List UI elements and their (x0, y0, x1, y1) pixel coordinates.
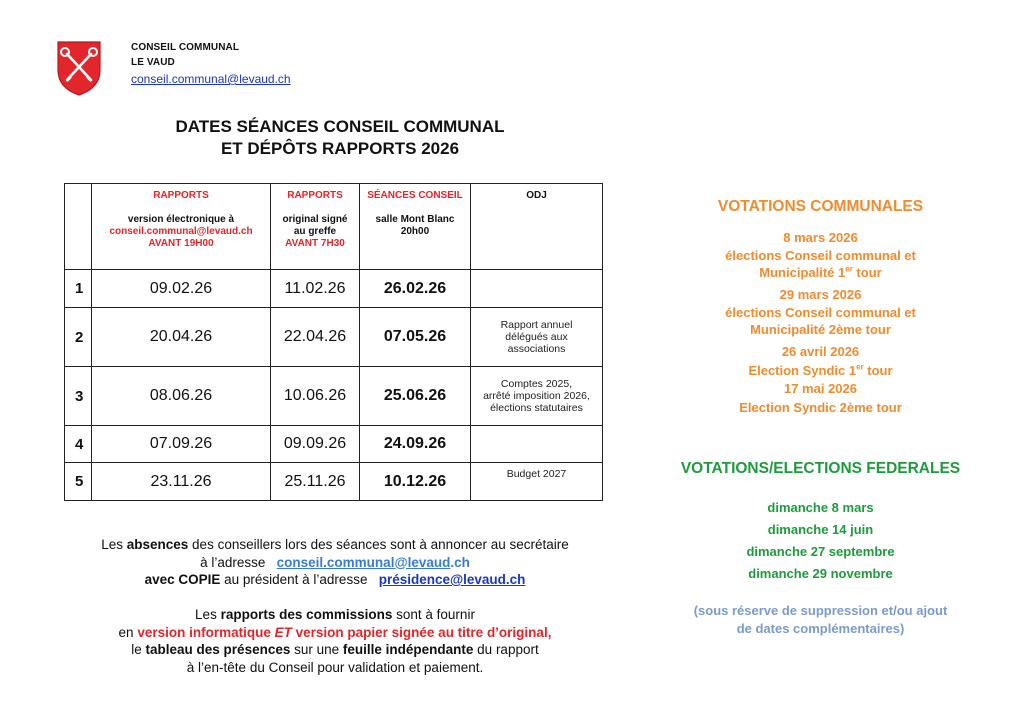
text: tour (852, 265, 882, 280)
page-title-line2: ET DÉPÔTS RAPPORTS 2026 (220, 139, 460, 158)
odj-line: associations (507, 343, 566, 355)
row-odj (471, 308, 603, 367)
federal-date: dimanche 27 septembre (746, 544, 895, 559)
header-original-sub1: original signé (282, 214, 348, 225)
odj-line: Rapport annuel (500, 319, 573, 331)
reports-line2 (40, 624, 630, 642)
row-number: 1 (65, 270, 92, 308)
row-original-date: 22.04.26 (271, 308, 360, 367)
row-odj (471, 367, 603, 426)
header-odj-title: ODJ (526, 190, 547, 201)
text: Election Syndic 1 (748, 363, 857, 378)
emphasis: rapports des commissions (220, 607, 393, 622)
header-electronic-cell (92, 184, 271, 270)
emphasis: ET (274, 624, 292, 640)
reports-line3 (40, 641, 630, 659)
communal-desc (642, 264, 999, 281)
reserve-line1: (sous réserve de suppression et/ou ajout (693, 603, 948, 618)
row-electronic-date: 08.06.26 (92, 367, 271, 426)
communal-desc: élections Conseil communal et (725, 305, 916, 320)
row-original-date: 11.02.26 (271, 270, 360, 308)
absences-line1 (40, 536, 630, 554)
text: sont à fournir (392, 607, 475, 622)
reserve-note (642, 602, 999, 638)
email-tld: .ch (450, 554, 470, 570)
table-row (65, 463, 603, 501)
table-row (65, 270, 603, 308)
row-number: 2 (65, 308, 92, 367)
secretary-email-link[interactable]: conseil.communal@levaud (276, 554, 451, 570)
header-electronic-sub1: version électronique à (127, 214, 235, 225)
row-number: 5 (65, 463, 92, 501)
odj-line: arrêté imposition 2026, (483, 390, 590, 402)
federal-votes-list (642, 497, 999, 585)
reports-line1 (40, 606, 630, 624)
table-row (65, 367, 603, 426)
emphasis: absences (126, 537, 189, 552)
header-original-cell (271, 184, 360, 270)
row-number: 4 (65, 426, 92, 463)
row-electronic-date: 23.11.26 (92, 463, 271, 501)
emphasis: tableau des présences (145, 642, 291, 657)
emphasis: version papier signée au titre d’original, (291, 624, 552, 640)
row-original-date: 10.06.26 (271, 367, 360, 426)
row-original-date: 09.09.26 (271, 426, 360, 463)
header-municipality: LE VAUD (131, 57, 175, 68)
table-row (65, 426, 603, 463)
row-seance-date: 10.12.26 (360, 463, 471, 501)
odj-line: Comptes 2025, (500, 378, 573, 390)
text: tour (863, 363, 893, 378)
table-header-row (65, 184, 603, 270)
header-council-name: CONSEIL COMMUNAL (131, 42, 240, 53)
text: au président à l’adresse (220, 572, 379, 587)
row-seance-date: 26.02.26 (360, 270, 471, 308)
row-electronic-date: 07.09.26 (92, 426, 271, 463)
communal-desc: élections Conseil communal et (725, 248, 916, 263)
text: Les (101, 537, 127, 552)
header-original-deadline: AVANT 7H30 (285, 238, 345, 249)
row-original-date: 25.11.26 (271, 463, 360, 501)
header-num-cell (65, 184, 92, 270)
text: le (131, 642, 146, 657)
header-seance-title: SÉANCES CONSEIL (367, 190, 463, 201)
federal-date: dimanche 8 mars (767, 500, 874, 515)
row-seance-date: 24.09.26 (360, 426, 471, 463)
reports-notice (40, 606, 630, 676)
header-seance-cell (360, 184, 471, 270)
federal-date: dimanche 14 juin (767, 522, 874, 537)
header-odj-cell (471, 184, 603, 270)
table-row (65, 308, 603, 367)
communal-date: 8 mars 2026 (783, 230, 858, 245)
text: en (118, 624, 138, 640)
reports-line4: à l’en-tête du Conseil pour validation et paiement. (186, 659, 484, 675)
text: Municipalité 1 (759, 265, 846, 280)
communal-votes-title: VOTATIONS COMMUNALES (717, 198, 924, 215)
header-electronic-title: RAPPORTS (153, 190, 209, 201)
communal-votes-list (642, 229, 999, 417)
text: Les (195, 607, 221, 622)
header-seance-sub1: salle Mont Blanc (375, 214, 455, 225)
emphasis: version informatique (137, 624, 275, 640)
federal-votes-title: VOTATIONS/ELECTIONS FEDERALES (680, 460, 961, 477)
communal-desc: Election Syndic 2ème tour (739, 400, 902, 415)
schedule-table (64, 183, 603, 501)
superscript: er (845, 264, 853, 274)
emphasis: avec COPIE (144, 572, 221, 587)
absences-notice (40, 536, 630, 589)
header-electronic-email[interactable]: conseil.communal@levaud.ch (109, 226, 253, 237)
row-electronic-date: 20.04.26 (92, 308, 271, 367)
header-email-link[interactable]: conseil.communal@levaud.ch (131, 72, 291, 86)
row-odj (471, 270, 603, 308)
row-seance-date: 25.06.26 (360, 367, 471, 426)
header-electronic-deadline: AVANT 19H00 (148, 238, 214, 249)
text: sur une (290, 642, 343, 657)
communal-date: 29 mars 2026 (779, 287, 862, 302)
communal-desc (642, 361, 999, 380)
absences-line2 (40, 554, 630, 572)
absences-line3 (40, 571, 630, 589)
superscript: er (856, 362, 864, 372)
odj-line: délégués aux (505, 331, 568, 343)
communal-date: 26 avril 2026 (781, 344, 860, 359)
text: du rapport (473, 642, 539, 657)
coat-of-arms-logo (56, 40, 102, 96)
odj-line: Budget 2027 (506, 468, 567, 480)
row-number: 3 (65, 367, 92, 426)
text: à l’adresse (200, 554, 277, 570)
header-seance-sub2: 20h00 (400, 226, 430, 237)
text: des conseillers lors des séances sont à annoncer au secrétaire (188, 537, 569, 552)
reserve-line2: de dates complémentaires) (736, 621, 905, 636)
president-email-link[interactable]: présidence@levaud.ch (378, 572, 526, 587)
page-title-line1: DATES SÉANCES CONSEIL COMMUNAL (175, 117, 505, 136)
header-original-title: RAPPORTS (287, 190, 343, 201)
odj-line: élections statutaires (490, 402, 583, 414)
federal-date: dimanche 29 novembre (748, 566, 893, 581)
row-odj (471, 426, 603, 463)
header-original-sub2: au greffe (293, 226, 337, 237)
communal-date: 17 mai 2026 (783, 381, 857, 396)
row-odj (471, 463, 603, 501)
row-seance-date: 07.05.26 (360, 308, 471, 367)
emphasis: feuille indépendante (342, 642, 474, 657)
row-electronic-date: 09.02.26 (92, 270, 271, 308)
communal-desc: Municipalité 2ème tour (750, 322, 891, 337)
